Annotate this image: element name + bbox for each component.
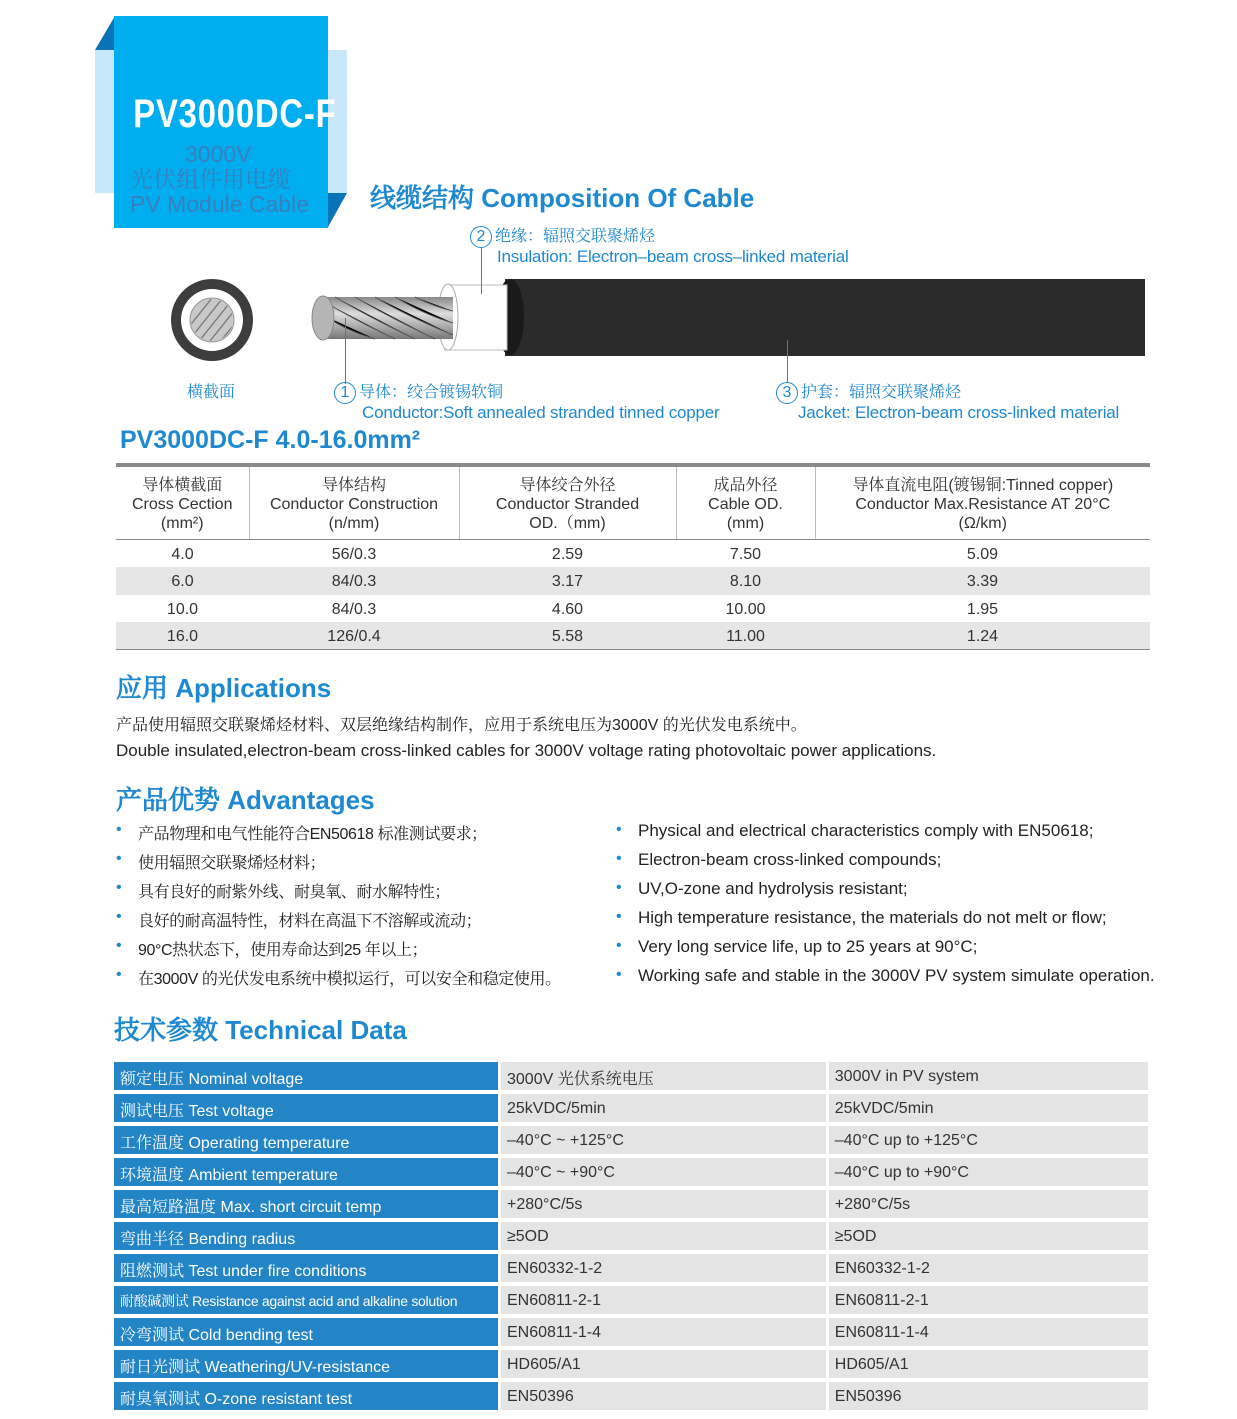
- logo-cn: 光伏组件用电缆: [130, 166, 291, 192]
- value-en: –40°C up to +125°C: [826, 1126, 1148, 1154]
- value-en: ≥5OD: [826, 1222, 1148, 1250]
- table-row: [114, 1382, 1148, 1410]
- part-jacket-label: [776, 382, 1119, 422]
- spec-header-row: [116, 465, 1150, 540]
- value-cn: HD605/A1: [498, 1350, 826, 1378]
- header-resistance: 导体直流电阻(镀锡铜:Tinned copper) Conductor Max.Resistance AT 20°C (Ω/km): [815, 465, 1150, 540]
- logo-voltage: 3000V: [185, 141, 252, 167]
- parameter-name: 弯曲半径 Bending radius: [114, 1222, 498, 1250]
- list-item: • Working safe and stable in the 3000V PV system simulate operation.: [612, 966, 1155, 995]
- parameter-name: 耐臭氧测试 O-zone resistant test: [114, 1382, 498, 1410]
- part-en: Conductor:Soft annealed stranded tinned copper: [362, 403, 720, 422]
- list-item: • High temperature resistance, the materials do not melt or flow;: [612, 908, 1155, 937]
- header-stranded-od: 导体绞合外径 Conductor Stranded OD.（mm): [459, 465, 676, 540]
- spec-table: [116, 463, 1150, 650]
- table-row: [114, 1158, 1148, 1186]
- value-en: EN60332-1-2: [826, 1254, 1148, 1282]
- cross-section-icon: [170, 278, 254, 362]
- table-row: [114, 1318, 1148, 1346]
- value-cn: EN60332-1-2: [498, 1254, 826, 1282]
- part-insulation-label: [470, 226, 849, 266]
- part-conductor-label: [334, 382, 720, 422]
- number-badge: 1: [334, 382, 356, 404]
- parameter-name: 额定电压 Nominal voltage: [114, 1062, 498, 1090]
- table-row: 6.0 84/0.3 3.17 8.10 3.39: [116, 567, 1150, 595]
- table-row: 10.0 84/0.3 4.60 10.00 1.95: [166, 600, 999, 618]
- value-cn: –40°C ~ +90°C: [498, 1158, 826, 1186]
- table-row: 16.0 126/0.4 5.58 11.00 1.24: [116, 622, 1150, 650]
- value-en: EN50396: [826, 1382, 1148, 1410]
- header-construction: 导体结构 Conductor Construction (n/mm): [249, 465, 459, 540]
- part-cn: 导体：绞合镀锡软铜: [359, 384, 504, 401]
- value-cn: ≥5OD: [498, 1222, 826, 1250]
- header-cable-od: 成品外径 Cable OD. (mm): [676, 465, 815, 540]
- list-item: • UV,O-zone and hydrolysis resistant;: [612, 879, 1155, 908]
- logo-corner: [95, 16, 115, 50]
- leader-line-1: [345, 318, 346, 384]
- table-row: [114, 1350, 1148, 1378]
- number-badge: 3: [776, 382, 798, 404]
- list-item: • 在3000V 的光伏发电系统中模拟运行，可以安全和稳定使用。: [112, 966, 561, 995]
- part-en: Jacket: Electron-beam cross-linked material: [798, 403, 1120, 422]
- applications-en: Double insulated,electron-beam cross-linked cables for 3000V voltage rating photovoltaic power applications.: [116, 741, 937, 760]
- leader-line-3: [787, 340, 788, 382]
- product-logo-box: [114, 16, 337, 228]
- value-en: HD605/A1: [826, 1350, 1148, 1378]
- applications-cn: 产品使用辐照交联聚烯烃材料、双层绝缘结构制作，应用于系统电压为3000V 的光伏发电系统中。: [116, 717, 807, 734]
- value-en: EN60811-1-4: [826, 1318, 1148, 1346]
- value-en: –40°C up to +90°C: [826, 1158, 1148, 1186]
- list-item: • Very long service life, up to 25 years at 90°C;: [612, 937, 1155, 966]
- logo-en: PV Module Cable: [130, 191, 309, 217]
- list-item: • Electron-beam cross-linked compounds;: [612, 850, 1155, 879]
- advantages-list-en: [612, 821, 1155, 995]
- parameter-name: 阻燃测试 Test under fire conditions: [114, 1254, 498, 1282]
- list-item: • 具有良好的耐紫外线、耐臭氧、耐水解特性；: [112, 879, 561, 908]
- table-row: [114, 1062, 1148, 1090]
- parameter-name: 耐酸碱测试 Resistance against acid and alkaline solution: [114, 1286, 498, 1314]
- table-row: [114, 1126, 1148, 1154]
- table-row: [114, 1190, 1148, 1218]
- list-item: • Physical and electrical characteristics comply with EN50618;: [612, 821, 1155, 850]
- value-cn: –40°C ~ +125°C: [498, 1126, 826, 1154]
- value-cn: EN60811-2-1: [498, 1286, 826, 1314]
- technical-data-table: [114, 1058, 1148, 1414]
- value-cn: EN50396: [498, 1382, 826, 1410]
- logo-corner: [328, 193, 347, 227]
- value-cn: EN60811-1-4: [498, 1318, 826, 1346]
- part-cn: 护套：辐照交联聚烯烃: [801, 384, 962, 401]
- parameter-name: 环境温度 Ambient temperature: [114, 1158, 498, 1186]
- value-en: 25kVDC/5min: [826, 1094, 1148, 1122]
- table-row: 4.0 56/0.3 2.59 7.50 5.09: [171, 546, 999, 563]
- part-cn: 绝缘：辐照交联聚烯烃: [495, 228, 656, 245]
- advantages-list-cn: [112, 821, 561, 995]
- cable-illustration: [305, 275, 1147, 361]
- part-en: Insulation: Electron–beam cross–linked material: [497, 247, 849, 266]
- table-row: [114, 1286, 1148, 1314]
- parameter-name: 测试电压 Test voltage: [114, 1094, 498, 1122]
- list-item: • 产品物理和电气性能符合EN50618 标准测试要求；: [112, 821, 561, 850]
- table-row: [114, 1254, 1148, 1282]
- list-item: • 使用辐照交联聚烯烃材料；: [112, 850, 561, 879]
- list-item: • 良好的耐高温特性，材料在高温下不溶解或流动；: [112, 908, 561, 937]
- value-en: +280°C/5s: [826, 1190, 1148, 1218]
- number-badge: 2: [470, 226, 492, 248]
- advantages-title: 产品优势 Advantages: [116, 785, 375, 815]
- table-row: [114, 1094, 1148, 1122]
- value-en: EN60811-2-1: [826, 1286, 1148, 1314]
- parameter-name: 工作温度 Operating temperature: [114, 1126, 498, 1154]
- parameter-name: 耐日光测试 Weathering/UV-resistance: [114, 1350, 498, 1378]
- list-item: • 90°C热状态下，使用寿命达到25 年以上；: [112, 937, 561, 966]
- spec-title: PV3000DC-F 4.0-16.0mm²: [120, 426, 421, 454]
- value-cn: 3000V 光伏系统电压: [498, 1062, 826, 1090]
- logo-title: PV3000DC-F: [133, 92, 337, 136]
- cross-section-label: 横截面: [187, 384, 236, 401]
- value-en: 3000V in PV system: [826, 1062, 1148, 1090]
- table-row: [114, 1222, 1148, 1250]
- parameter-name: 最高短路温度 Max. short circuit temp: [114, 1190, 498, 1218]
- value-cn: 25kVDC/5min: [498, 1094, 826, 1122]
- header-cross-section: 导体横截面 Cross Cection (mm²): [116, 465, 249, 540]
- applications-title: 应用 Applications: [116, 673, 332, 703]
- parameter-name: 冷弯测试 Cold bending test: [114, 1318, 498, 1346]
- composition-title: 线缆结构 Composition Of Cable: [370, 183, 755, 213]
- value-cn: +280°C/5s: [498, 1190, 826, 1218]
- technical-title: 技术参数 Technical Data: [114, 1015, 407, 1045]
